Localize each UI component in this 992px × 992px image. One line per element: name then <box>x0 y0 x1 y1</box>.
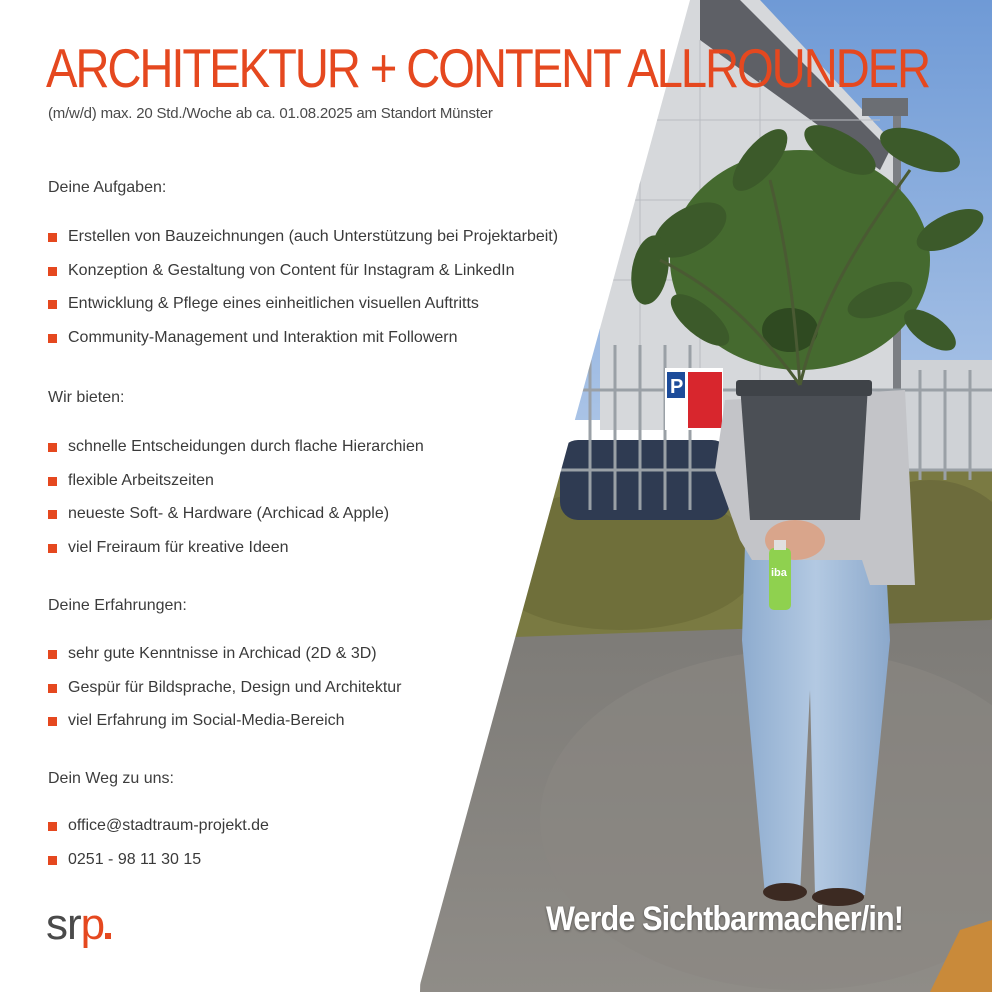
section-title-contact: Dein Weg zu uns: <box>48 770 174 787</box>
list-item: viel Erfahrung im Social-Media-Bereich <box>48 710 402 744</box>
srp-logo: srp <box>46 897 111 953</box>
call-to-action-slogan: Werde Sichtbarmacher/in! <box>546 900 904 938</box>
list-item: sehr gute Kenntnisse in Archicad (2D & 3D) <box>48 643 402 677</box>
bullet-square-icon <box>48 510 57 519</box>
contact-list <box>48 815 269 882</box>
job-details-subline: (m/w/d) max. 20 Std./Woche ab ca. 01.08.2025 am Standort Münster <box>48 105 493 122</box>
list-item: Entwicklung & Pflege eines einheitlichen visuellen Auftritts <box>48 293 558 327</box>
bullet-square-icon <box>48 477 57 486</box>
bullet-square-icon <box>48 233 57 242</box>
list-item: Erstellen von Bauzeichnungen (auch Unterstützung bei Projektarbeit) <box>48 226 558 260</box>
list-item: Konzeption & Gestaltung von Content für Instagram & LinkedIn <box>48 260 558 294</box>
bullet-square-icon <box>48 443 57 452</box>
list-item: schnelle Entscheidungen durch flache Hierarchien <box>48 436 424 470</box>
bottle-label: iba <box>771 567 787 579</box>
bullet-square-icon <box>48 334 57 343</box>
list-item: Gespür für Bildsprache, Design und Architektur <box>48 677 402 711</box>
bullet-square-icon <box>48 684 57 693</box>
experience-list <box>48 643 402 744</box>
bullet-square-icon <box>48 300 57 309</box>
list-item: viel Freiraum für kreative Ideen <box>48 537 424 571</box>
offer-list <box>48 436 424 570</box>
bullet-square-icon <box>48 267 57 276</box>
contact-phone[interactable]: 0251 - 98 11 30 15 <box>48 849 269 883</box>
list-item: flexible Arbeitszeiten <box>48 470 424 504</box>
tasks-list <box>48 226 558 360</box>
parking-sign-letter: P <box>670 376 684 398</box>
logo-dot <box>105 933 111 939</box>
bullet-square-icon <box>48 856 57 865</box>
list-item: neueste Soft- & Hardware (Archicad & Apple) <box>48 503 424 537</box>
bullet-square-icon <box>48 822 57 831</box>
contact-email[interactable]: office@stadtraum-projekt.de <box>48 815 269 849</box>
bullet-square-icon <box>48 544 57 553</box>
bullet-square-icon <box>48 650 57 659</box>
list-item: Community-Management und Interaktion mit Followern <box>48 327 558 361</box>
section-title-tasks: Deine Aufgaben: <box>48 179 167 196</box>
headline: ARCHITEKTUR + CONTENT ALLROUNDER <box>46 37 930 99</box>
section-title-experience: Deine Erfahrungen: <box>48 597 187 614</box>
section-title-offer: Wir bieten: <box>48 389 125 406</box>
bullet-square-icon <box>48 717 57 726</box>
